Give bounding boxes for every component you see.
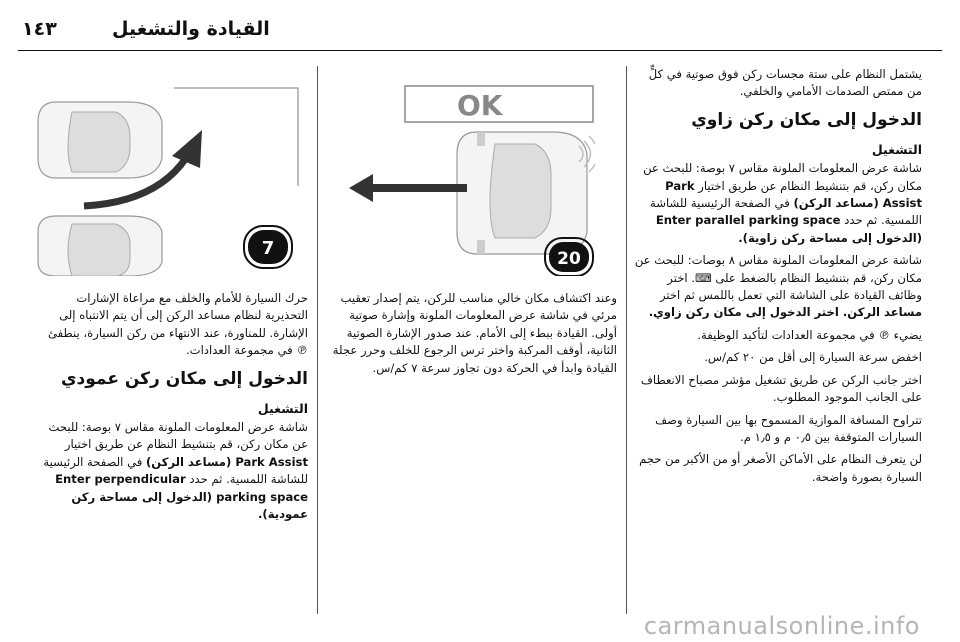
maneuvering-car-top [38, 216, 162, 276]
figure-number: 7 [261, 238, 275, 259]
page-number: ١٤٣ [22, 18, 57, 40]
park-assist-angled-label: مساعد الركن. اختر الدخول إلى مكان ركن زاوي. [648, 305, 922, 320]
perpendicular-parking-illustration [36, 66, 304, 276]
paragraph-side: اختر جانب الركن عن طريق تشغيل مؤشر مصباح الانعطاف على الجانب الموجود المطلوب. [640, 372, 922, 405]
right-column [632, 66, 922, 491]
car-top-view [457, 132, 587, 254]
enter-parallel-label: Enter parallel parking space (الدخول إلى مساحة ركن زاوية). [655, 213, 922, 245]
left-intro-paragraph: حرك السيارة للأمام والخلف مع مراعاة الإشارات التحذيرية لنظام مساعد الركن إلى أن يتم الانتباه إلى الإشارة. للمناورة، عند الانتهاء من ركن السيارة، ينطفئ ℗ في مجموعة العدادات. [47, 291, 308, 358]
left-paragraph-text: شاشة عرض المعلومات الملونة مقاس ٧ بوصة: للبحث عن مكان ركن، قم بتنشيط النظام عن طريق اختيار [48, 420, 308, 452]
intro-paragraph: يشتمل النظام على ستة مجسات ركن فوق صوتية في كلٍّ من ممتص الصدمات الأمامي والخلفي. [648, 67, 922, 99]
parked-car-top [38, 102, 162, 178]
park-assist-label: Park Assist (مساعد الركن) [145, 454, 308, 469]
paragraph-size: لن يتعرف النظام على الأماكن الأصغر أو من الأكبر من حجم السيارة بصورة واضحة. [639, 452, 922, 484]
paragraph-indicator: يضيء ℗ في مجموعة العدادات لتأكيد الوظيفة. [697, 327, 922, 342]
left-paragraph-7inch [36, 419, 308, 523]
column-divider-left [317, 66, 318, 614]
ok-sign-text: OK [457, 89, 503, 122]
subheading-operation: التشغيل [257, 400, 308, 416]
running-title: القيادة والتشغيل [112, 18, 270, 40]
left-paragraph-tail: في الصفحة الرئيسية للشاشة اللمسية. ثم حدد [43, 454, 308, 487]
park-assist-label: Park Assist (مساعد الركن) [665, 178, 922, 211]
section-heading-perpendicular: الدخول إلى مكان ركن عمودي [60, 368, 308, 389]
figure-parallel-ok [327, 66, 595, 276]
figure-parking-maneuver [36, 66, 304, 276]
middle-column [327, 290, 617, 382]
header-rule [18, 50, 942, 51]
page-header [0, 0, 960, 52]
paragraph-7inch-tail: في الصفحة الرئيسية للشاشة اللمسية. ثم حدد [650, 196, 922, 228]
paragraph-7inch [632, 160, 922, 247]
section-heading-angled: الدخول إلى مكان ركن زاوي [691, 109, 922, 130]
paragraph-speed: اخفض سرعة السيارة إلى أقل من ٢٠ كم/س. [704, 350, 922, 365]
column-divider-right [626, 66, 627, 614]
footer-watermark: carmanualsonline.info [643, 612, 920, 640]
paragraph-distance: تتراوح المسافة الموازية المسموح بها بين السيارة وصف السيارات المتوقفة بين ٠٫٥ م و ١٫٥ م. [655, 412, 922, 444]
enter-perpendicular-label: Enter perpendicular parking space (الدخول إلى مساحة ركن عمودية). [55, 472, 308, 522]
left-column [36, 290, 308, 528]
paragraph-8inch-text: شاشة عرض المعلومات الملونة مقاس ٨ بوصات: للبحث عن مكان ركن، قم بتنشيط النظام بالضغط على ⌨. اختر وظائف القيادة على الشاشة التي تعمل باللمس ثم اختر [634, 253, 922, 303]
subheading-operation: التشغيل [871, 141, 922, 157]
paragraph-8inch [632, 252, 922, 322]
middle-paragraph: وعند اكتشاف مكان خالي مناسب للركن، يتم إصدار تعقيب مرئي في شاشة عرض المعلومات الملونة وإشارة صوتية أولى. القيادة ببطء إلى الأمام. عند صدور الإشارة الصوتية الثانية، أوقف المركبة واختر ترس الرجوع للخلف وحرر عجلة القيادة وابدأ في الحركة دون تجاوز سرعة ٧ كم/س. [332, 291, 617, 375]
parallel-parking-illustration [327, 66, 595, 276]
figure-number: 20 [557, 249, 581, 269]
paragraph-7inch-text: شاشة عرض المعلومات الملونة مقاس ٧ بوصة: للبحث عن مكان ركن، قم بتنشيط النظام عن طريق اختيار [643, 161, 922, 193]
